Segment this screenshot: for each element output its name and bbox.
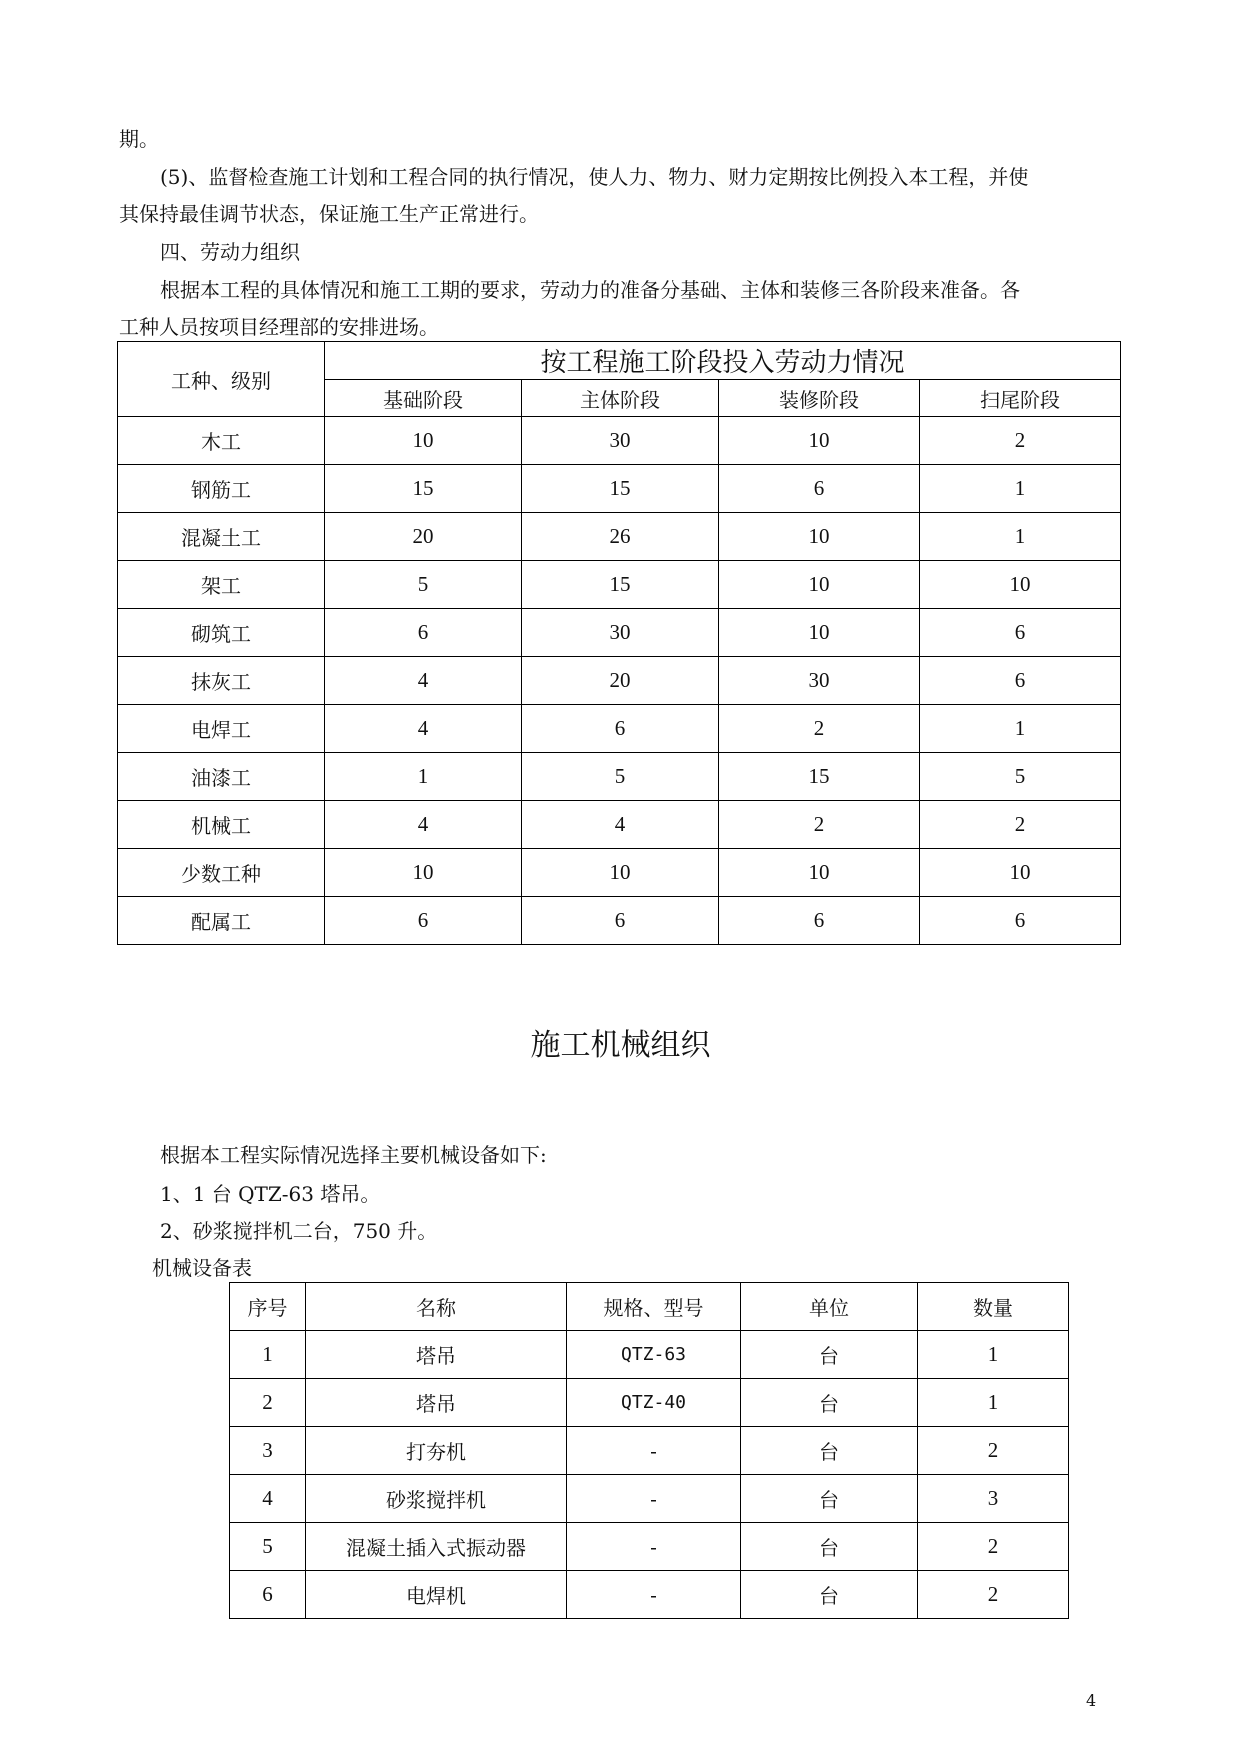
machinery-cell: 混凝土插入式振动器 — [306, 1523, 567, 1571]
labor-trade-name: 木工 — [118, 417, 325, 465]
machinery-cell: - — [567, 1475, 741, 1523]
labor-count-cell: 6 — [719, 465, 920, 513]
labor-stage-header: 主体阶段 — [522, 380, 719, 417]
labor-count-cell: 15 — [522, 561, 719, 609]
labor-table-row — [118, 753, 1121, 801]
machinery-cell: - — [567, 1571, 741, 1619]
machinery-cell: 台 — [741, 1331, 918, 1379]
machinery-cell: 台 — [741, 1523, 918, 1571]
labor-table-row — [118, 417, 1121, 465]
machinery-item-1: 1、1 台 QTZ-63 塔吊。 — [160, 1182, 381, 1206]
labor-count-cell: 10 — [325, 849, 522, 897]
labor-table-col0-header: 工种、级别 — [118, 342, 325, 417]
machinery-table-caption: 机械设备表 — [152, 1256, 252, 1280]
machinery-header-cell: 序号 — [230, 1283, 306, 1331]
machinery-table — [229, 1282, 1069, 1619]
labor-count-cell: 10 — [325, 417, 522, 465]
labor-count-cell: 6 — [325, 609, 522, 657]
machinery-cell: 台 — [741, 1379, 918, 1427]
labor-count-cell: 6 — [920, 609, 1121, 657]
machinery-cell: 2 — [918, 1523, 1069, 1571]
machinery-table-row — [230, 1379, 1069, 1427]
labor-count-cell: 4 — [325, 801, 522, 849]
labor-count-cell: 26 — [522, 513, 719, 561]
labor-table-row — [118, 801, 1121, 849]
machinery-cell: 1 — [918, 1379, 1069, 1427]
labor-count-cell: 5 — [920, 753, 1121, 801]
labor-count-cell: 10 — [719, 609, 920, 657]
machinery-cell: 台 — [741, 1475, 918, 1523]
section-title-machinery: 施工机械组织 — [530, 1028, 711, 1063]
machinery-cell: QTZ-40 — [567, 1379, 741, 1427]
labor-count-cell: 4 — [325, 705, 522, 753]
machinery-cell: 2 — [918, 1571, 1069, 1619]
page-number: 4 — [1086, 1691, 1097, 1710]
labor-table-row — [118, 705, 1121, 753]
machinery-cell: 5 — [230, 1523, 306, 1571]
machinery-cell: - — [567, 1427, 741, 1475]
labor-trade-name: 钢筋工 — [118, 465, 325, 513]
labor-table-row — [118, 513, 1121, 561]
machinery-cell: 2 — [230, 1379, 306, 1427]
machinery-cell: 3 — [918, 1475, 1069, 1523]
labor-table-row — [118, 561, 1121, 609]
paragraph-labor-line2: 工种人员按项目经理部的安排进场。 — [119, 315, 439, 339]
machinery-cell: 台 — [741, 1571, 918, 1619]
labor-count-cell: 30 — [522, 417, 719, 465]
labor-table-row — [118, 897, 1121, 945]
labor-trade-name: 配属工 — [118, 897, 325, 945]
paragraph-supervision-line2: 其保持最佳调节状态，保证施工生产正常进行。 — [119, 202, 539, 226]
machinery-table-row — [230, 1427, 1069, 1475]
labor-count-cell: 20 — [522, 657, 719, 705]
machinery-table-row — [230, 1331, 1069, 1379]
labor-count-cell: 10 — [920, 561, 1121, 609]
labor-trade-name: 砌筑工 — [118, 609, 325, 657]
machinery-cell: 塔吊 — [306, 1379, 567, 1427]
labor-count-cell: 10 — [719, 513, 920, 561]
labor-trade-name: 电焊工 — [118, 705, 325, 753]
labor-trade-name: 抹灰工 — [118, 657, 325, 705]
machinery-cell: 6 — [230, 1571, 306, 1619]
machinery-header-cell: 数量 — [918, 1283, 1069, 1331]
labor-count-cell: 6 — [325, 897, 522, 945]
labor-count-cell: 5 — [325, 561, 522, 609]
labor-count-cell: 1 — [920, 705, 1121, 753]
labor-table-row — [118, 465, 1121, 513]
labor-table-group-header: 按工程施工阶段投入劳动力情况 — [325, 342, 1121, 380]
labor-count-cell: 1 — [325, 753, 522, 801]
machinery-table-row — [230, 1475, 1069, 1523]
machinery-table-row — [230, 1571, 1069, 1619]
labor-count-cell: 15 — [522, 465, 719, 513]
machinery-cell: 打夯机 — [306, 1427, 567, 1475]
labor-count-cell: 2 — [719, 705, 920, 753]
machinery-cell: 4 — [230, 1475, 306, 1523]
labor-count-cell: 2 — [920, 801, 1121, 849]
labor-count-cell: 10 — [522, 849, 719, 897]
machinery-cell: QTZ-63 — [567, 1331, 741, 1379]
labor-count-cell: 4 — [522, 801, 719, 849]
machinery-header-cell: 规格、型号 — [567, 1283, 741, 1331]
labor-count-cell: 1 — [920, 513, 1121, 561]
labor-count-cell: 30 — [522, 609, 719, 657]
labor-count-cell: 6 — [920, 897, 1121, 945]
machinery-cell: 塔吊 — [306, 1331, 567, 1379]
labor-table-row — [118, 657, 1121, 705]
labor-count-cell: 20 — [325, 513, 522, 561]
labor-count-cell: 2 — [719, 801, 920, 849]
machinery-item-2: 2、砂浆搅拌机二台，750 升。 — [160, 1219, 438, 1243]
labor-table-row — [118, 849, 1121, 897]
machinery-cell: 台 — [741, 1427, 918, 1475]
machinery-cell: - — [567, 1523, 741, 1571]
labor-count-cell: 10 — [719, 849, 920, 897]
labor-trade-name: 混凝土工 — [118, 513, 325, 561]
labor-count-cell: 1 — [920, 465, 1121, 513]
labor-count-cell: 10 — [920, 849, 1121, 897]
machinery-cell: 3 — [230, 1427, 306, 1475]
labor-count-cell: 6 — [522, 705, 719, 753]
section-heading-labor: 四、劳动力组织 — [160, 240, 300, 264]
labor-stage-header: 装修阶段 — [719, 380, 920, 417]
machinery-header-cell: 单位 — [741, 1283, 918, 1331]
machinery-cell: 2 — [918, 1427, 1069, 1475]
labor-stage-header: 扫尾阶段 — [920, 380, 1121, 417]
machinery-table-row — [230, 1523, 1069, 1571]
machinery-cell: 电焊机 — [306, 1571, 567, 1619]
labor-count-cell: 4 — [325, 657, 522, 705]
paragraph-period: 期。 — [119, 127, 159, 151]
labor-stage-header: 基础阶段 — [325, 380, 522, 417]
labor-count-cell: 10 — [719, 561, 920, 609]
machinery-cell: 砂浆搅拌机 — [306, 1475, 567, 1523]
labor-count-cell: 10 — [719, 417, 920, 465]
labor-count-cell: 6 — [920, 657, 1121, 705]
labor-trade-name: 架工 — [118, 561, 325, 609]
labor-count-cell: 15 — [719, 753, 920, 801]
labor-count-cell: 2 — [920, 417, 1121, 465]
paragraph-labor-line1: 根据本工程的具体情况和施工工期的要求，劳动力的准备分基础、主体和装修三各阶段来准备。各 — [160, 278, 1020, 302]
labor-count-cell: 6 — [522, 897, 719, 945]
machinery-intro: 根据本工程实际情况选择主要机械设备如下: — [160, 1143, 547, 1167]
machinery-cell: 1 — [918, 1331, 1069, 1379]
paragraph-supervision-line1: (5)、监督检查施工计划和工程合同的执行情况，使人力、物力、财力定期按比例投入本工程，并使 — [160, 165, 1029, 189]
machinery-cell: 1 — [230, 1331, 306, 1379]
labor-count-cell: 30 — [719, 657, 920, 705]
labor-trade-name: 少数工种 — [118, 849, 325, 897]
labor-count-cell: 15 — [325, 465, 522, 513]
labor-trade-name: 机械工 — [118, 801, 325, 849]
labor-trade-name: 油漆工 — [118, 753, 325, 801]
labor-table — [117, 341, 1121, 945]
labor-table-row — [118, 609, 1121, 657]
machinery-header-cell: 名称 — [306, 1283, 567, 1331]
labor-count-cell: 5 — [522, 753, 719, 801]
labor-count-cell: 6 — [719, 897, 920, 945]
